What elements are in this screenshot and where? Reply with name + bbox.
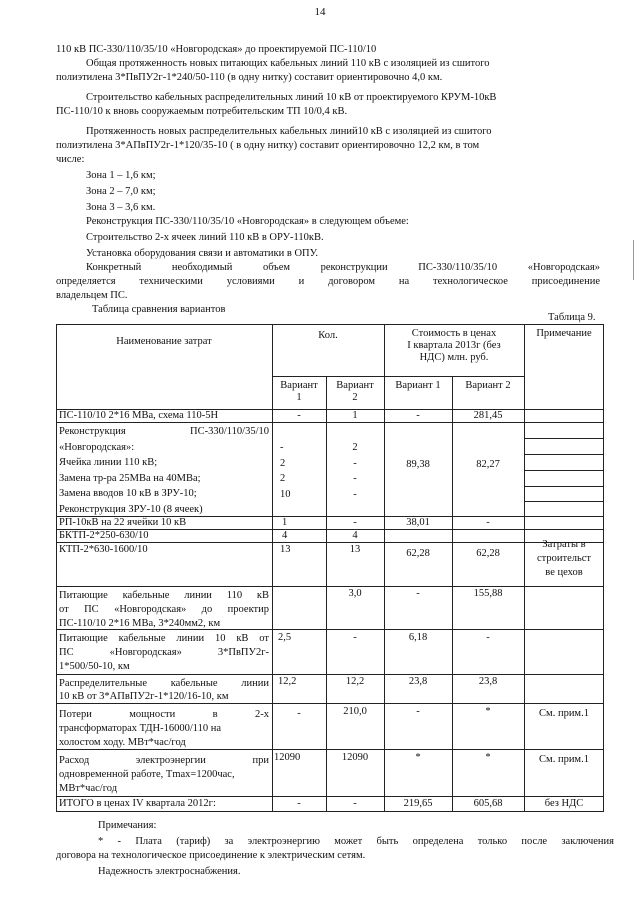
- paragraph-line: Строительство 2-х ячеек линий 110 кВ в ОРУ-110кВ.: [86, 232, 324, 243]
- cell-cost-v1: *: [415, 752, 421, 763]
- row-name: Распределительные кабельные линии 10 кВ от 3*АПвПУ2г-1*120/16-10, км: [59, 678, 269, 702]
- comparison-table: [56, 324, 604, 812]
- cell-qty-v2: -: [353, 632, 357, 643]
- row-name: Питающие кабельные линии 110 кВ от ПС «Новгородская» до проектир ПС-110/10 2*16 МВа, 3*240мм2, км: [59, 590, 269, 629]
- note-line: * - Плата (тариф) за электроэнергию может быть определена только после заключения: [98, 836, 614, 847]
- table-rule: [56, 811, 604, 812]
- cell-qty-v2: 1: [352, 410, 358, 421]
- cell-cost-v2: 281,45: [473, 410, 503, 421]
- cell-qty-v1: 12,2: [278, 676, 297, 687]
- cell-qty-v2: 12,2: [345, 676, 365, 687]
- cell-cost-v1: 219,65: [403, 798, 433, 809]
- cell-qty-v2: 210,0: [343, 706, 367, 717]
- cell-qty-v2: -: [353, 798, 357, 809]
- cell-cost-v2: -: [486, 517, 490, 528]
- cell-cost-v2: 155,88: [473, 588, 503, 599]
- row-name: ПС-110/10 2*16 МВа, схема 110-5Н: [59, 410, 219, 421]
- table-rule: [56, 796, 604, 797]
- table-rule: [56, 586, 604, 587]
- header-name: Наименование затрат: [116, 336, 212, 347]
- paragraph-line: полиэтилена 3*ПвПУ2г-1*240/50-110 (в одну нитку) составит ориентировочно 4,0 км.: [56, 72, 443, 83]
- header-qty: Кол.: [318, 330, 338, 341]
- cell-cost-v1: 6,18: [408, 632, 428, 643]
- paragraph-line: Зона 2 – 7,0 км;: [86, 186, 156, 197]
- table-rule: [56, 324, 604, 325]
- cell-cost-v1: 89,38: [406, 459, 430, 470]
- paragraph-line: Установка оборудования связи и автоматики в ОПУ.: [86, 248, 318, 259]
- table-rule: [56, 422, 604, 423]
- cell-cost-v2: 605,68: [473, 798, 503, 809]
- cell-note: См. прим.1: [539, 708, 589, 719]
- paragraph-line: Протяженность новых распределительных кабельных линий10 кВ с изоляцией из сшитого: [86, 126, 492, 137]
- cell-cost-v1: -: [416, 410, 420, 421]
- cell-qty-v2: 12090: [341, 752, 369, 763]
- cell-qty-v1: 13: [280, 544, 291, 555]
- table-rule: [524, 438, 604, 439]
- cell-cost-v1: -: [416, 588, 420, 599]
- cell-cost-v1: 62,28: [406, 548, 430, 559]
- table-rule: [524, 454, 604, 455]
- header-cost-variant-1: Вариант 1: [395, 380, 441, 391]
- row-name: ИТОГО в ценах IV квартала 2012г:: [59, 798, 216, 809]
- row-name: РП-10кВ на 22 ячейки 10 кВ: [59, 517, 187, 528]
- paragraph-line: Общая протяженность новых питающих кабельных линий 110 кВ с изоляцией из сшитого: [86, 58, 490, 69]
- cell-note: Затраты в строительст ве цехов: [536, 539, 592, 578]
- cell-qty-v2: 13: [349, 544, 361, 555]
- header-variant-2: Вариант 2: [336, 380, 374, 403]
- cell-note: без НДС: [544, 798, 584, 809]
- note-line: договора на технологическое присоединение к электрическим сетям.: [56, 850, 366, 861]
- cell-qty-v1: -: [297, 410, 301, 421]
- cell-cost-v1: -: [416, 706, 420, 717]
- header-note: Примечание: [536, 328, 592, 339]
- cell-qty-v2: -: [353, 517, 357, 528]
- cell-qty-v1: -: [297, 708, 301, 719]
- paragraph-line: определяется техническими условиями и договором на технологическое присоединение: [56, 276, 600, 287]
- cell-qty-v2: 2 - - -: [352, 442, 358, 500]
- cell-cost-v1: 38,01: [406, 517, 430, 528]
- notes-heading: Примечания:: [98, 820, 157, 831]
- cell-qty-v1: 2,5: [278, 632, 292, 643]
- cell-qty-v1: 1: [282, 517, 288, 528]
- table-rule: [524, 486, 604, 487]
- header-variant-1: Вариант 1: [280, 380, 318, 403]
- cell-qty-v2: 4: [352, 530, 358, 541]
- row-name: Питающие кабельные линии 10 кВ от ПС «Новгородская» 3*ПвПУ2г- 1*500/50-10, км: [59, 633, 269, 672]
- table-rule: [524, 470, 604, 471]
- table-rule: [384, 324, 385, 812]
- cell-qty-v1: -: [297, 798, 301, 809]
- cell-cost-v2: -: [486, 632, 490, 643]
- paragraph-line: ПС-110/10 к вновь сооружаемым потребительским ТП 10/0,4 кВ.: [56, 106, 348, 117]
- paragraph-line: Реконструкция ПС-330/110/35/10 «Новгородская» в следующем объеме:: [86, 216, 409, 227]
- table-caption: Таблица сравнения вариантов: [92, 304, 226, 315]
- cell-cost-v1: 23,8: [408, 676, 428, 687]
- table-number: Таблица 9.: [548, 312, 596, 323]
- cell-qty-v1: - 2 2 10: [280, 442, 291, 500]
- paragraph-line: Зона 3 – 3,6 км.: [86, 202, 156, 213]
- table-rule: [56, 674, 604, 675]
- cell-qty-v1: 12090: [274, 752, 301, 763]
- paragraph-line: Строительство кабельных распределительных линий 10 кВ от проектируемого КРУМ-10кВ: [86, 92, 497, 103]
- cell-cost-v2: *: [485, 706, 491, 717]
- row-name: БКТП-2*250-630/10: [59, 530, 149, 541]
- paragraph-line: 110 кВ ПС-330/110/35/10 «Новгородская» до проектируемой ПС-110/10: [56, 44, 377, 55]
- header-cost: Стоимость в ценах I квартала 2013г (без НДС) млн. руб.: [407, 328, 501, 363]
- cell-qty-v2: 3,0: [348, 588, 362, 599]
- cell-note: См. прим.1: [539, 754, 589, 765]
- row-name: КТП-2*630-1600/10: [59, 544, 148, 555]
- paragraph-line: владельцем ПС.: [56, 290, 128, 301]
- page-number: 14: [314, 6, 326, 18]
- cell-qty-v1: 4: [282, 530, 288, 541]
- table-rule: [524, 501, 604, 502]
- paragraph-line: полиэтилена 3*АПвПУ2г-1*120/35-10 ( в одну нитку) составит ориентировочно 12,2 км, в том: [56, 140, 480, 151]
- table-rule: [272, 376, 524, 377]
- note-line: Надежность электроснабжения.: [98, 866, 241, 877]
- paragraph-line: числе:: [56, 154, 85, 165]
- paragraph-line: Зона 1 – 1,6 км;: [86, 170, 156, 181]
- header-cost-variant-2: Вариант 2: [465, 380, 511, 391]
- cell-cost-v2: 62,28: [476, 548, 500, 559]
- row-name: Расход электроэнергии при одновременной работе, Тmax=1200час, МВт*час/год: [59, 755, 269, 794]
- cell-cost-v2: 23,8: [478, 676, 498, 687]
- cell-cost-v2: 82,27: [476, 459, 500, 470]
- paragraph-line: Конкретный необходимый объем реконструкции ПС-330/110/35/10 «Новгородская»: [86, 262, 600, 273]
- table-rule: [56, 324, 57, 812]
- scan-edge-mark: [633, 240, 634, 280]
- table-rule: [56, 542, 604, 543]
- cell-cost-v2: *: [485, 752, 491, 763]
- row-name: Реконструкция ПС-330/110/35/10 «Новгородская»: Ячейка линии 110 кВ; Замена тр-ра 25МВа на 40МВа; Замена вводов 10 кВ в ЗРУ-10; Реконструкция ЗРУ-10 (8 ячеек): [59, 426, 269, 515]
- table-rule: [56, 703, 604, 704]
- row-name: Потери мощности в 2-х трансформаторах ТДН-16000/110 на холостом ходу. МВт*час/год: [59, 709, 269, 748]
